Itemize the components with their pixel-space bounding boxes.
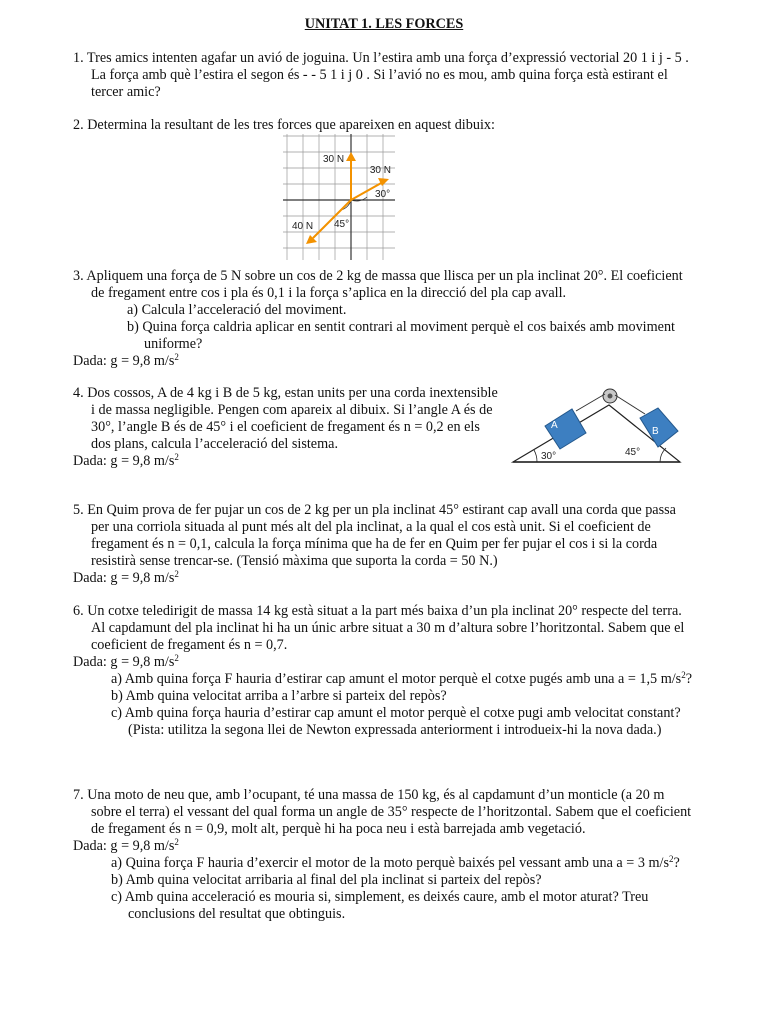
- problem-6-data: Dada: g = 9,8 $m/s^2$: [73, 653, 179, 670]
- problem-6-text: 6. Un cotxe teledirigit de massa 14 kg està situat a la part més baixa d’un pla inclinat 20° respecte del terra. Al capdamunt del pla inclinat hi ha un únic arbre situat a 30 m d’altura sobre l’horitzontal. Sabem que el coeficient de fregament és n = 0,7.: [73, 603, 685, 653]
- problem-6-part-a: a) Amb quina força F hauria d’estirar cap amunt el motor perquè el cotxe pugés amb una a = 1,5 $m/s^2$?: [111, 670, 693, 687]
- angle-label-45: 45°: [334, 219, 350, 230]
- force-label-right: 30 N: [369, 165, 391, 176]
- angle-label-b: 45°: [625, 447, 641, 458]
- problem-6-part-b: b) Amb quina velocitat arriba a l’arbre si parteix del repòs?: [111, 688, 447, 704]
- problem-5: [73, 502, 695, 587]
- problem-7-text: 7. Una moto de neu que, amb l’ocupant, té una massa de 150 kg, és al capdamunt d’un monticle (a 20 m sobre el terra) el vessant del qual forma un angle de 35° respecte de l’horitzontal. Sabem que el coeficient de fregament és n = 0,9, molt alt, perquè hi ha poca neu i està barrejada amb vegetació.: [73, 787, 692, 837]
- problem-5-text: 5. En Quim prova de fer pujar un cos de 2 kg per un pla inclinat 45° estirant cap avall una corda que passa per una corriola situada al punt més alt del pla inclinat, a la qual el cos està unit. Si el coeficient de fregament és n = 0,1, calcula la força mínima que ha de fer en Quim per fer pujar el cos i si la corda resistirà sense trencar-se. (Tensió màxima que suporta la corda = 50 N.): [73, 502, 676, 569]
- problem-3: [73, 268, 695, 370]
- problem-1: [73, 50, 695, 101]
- block-b: [640, 408, 678, 447]
- problem-3-part-a: a) Calcula l’acceleració del moviment.: [127, 302, 347, 318]
- block-b-label: B: [652, 426, 659, 437]
- forces-diagram: [283, 134, 395, 260]
- problem-3-text: 3. Apliquem una força de 5 N sobre un cos de 2 kg de massa que llisca per un pla inclinat 20°. El coeficient de fregament entre cos i pla és 0,1 i la força s’aplica en la direcció del pla cap avall.: [73, 268, 683, 301]
- problem-7-part-c: c) Amb quina acceleració es mouria si, simplement, es deixés caure, amb el motor aturat? Treu conclusions del resultat que obtinguis.: [111, 889, 649, 922]
- problem-4-text: 4. Dos cossos, A de 4 kg i B de 5 kg, estan units per una corda inextensible i de massa negligible. Pengen com apareix al dibuix. Si l’angle A és de 30°, l’angle B és de 45° i el coeficient de fregament és n = 0,2 en els dos plans, calcula l’acceleració del sistema.: [73, 385, 498, 452]
- force-label-down-left: 40 N: [292, 221, 314, 232]
- angle-label-a: 30°: [541, 451, 557, 462]
- problem-7-data: Dada: g = 9,8 $m/s^2$: [73, 837, 179, 854]
- problem-7-part-b: b) Amb quina velocitat arribaria al final del pla inclinat si parteix del repòs?: [111, 872, 542, 888]
- problem-3-data: Dada: g = 9,8 $m/s^2$: [73, 352, 179, 369]
- page-title: UNITAT 1. LES FORCES: [304, 16, 464, 32]
- inclined-planes-diagram: [510, 385, 696, 467]
- problem-6-part-c: c) Amb quina força hauria d’estirar cap amunt el motor perquè el cotxe pugi amb velocitat constant? (Pista: utilitza la segona llei de Newton expressada anteriorment i introdueix-hi la nova dada.): [111, 705, 681, 738]
- angle-label-30: 30°: [375, 189, 391, 200]
- problem-4-data: Dada: g = 9,8 $m/s^2$: [73, 452, 179, 469]
- force-label-up: 30 N: [323, 154, 345, 165]
- problem-7: [73, 787, 695, 923]
- arrow-head-up: [346, 152, 356, 161]
- problem-2: [73, 117, 695, 134]
- problem-5-data: Dada: g = 9,8 $m/s^2$: [73, 569, 179, 586]
- problem-4: [73, 385, 501, 470]
- problem-3-part-b: b) Quina força caldria aplicar en sentit contrari al moviment perquè el cos baixés amb moviment uniforme?: [127, 319, 675, 352]
- problem-7-part-a: a) Quina força F hauria d’exercir el motor de la moto perquè baixés pel vessant amb una a = 3 $m/s^2$?: [111, 854, 680, 871]
- problem-1-text: 1. Tres amics intenten agafar un avió de joguina. Un l’estira amb una força d’expressió vectorial 20 1 i j - 5 . La força amb què l’estira el segon és - - 5 1 i j 0 . Si l’avió no es mou, amb quina força està estirant el tercer amic?: [73, 50, 689, 100]
- block-a-label: A: [551, 420, 558, 431]
- problem-2-text: 2. Determina la resultant de les tres forces que apareixen en aquest dibuix:: [73, 117, 495, 133]
- problem-6: [73, 603, 695, 739]
